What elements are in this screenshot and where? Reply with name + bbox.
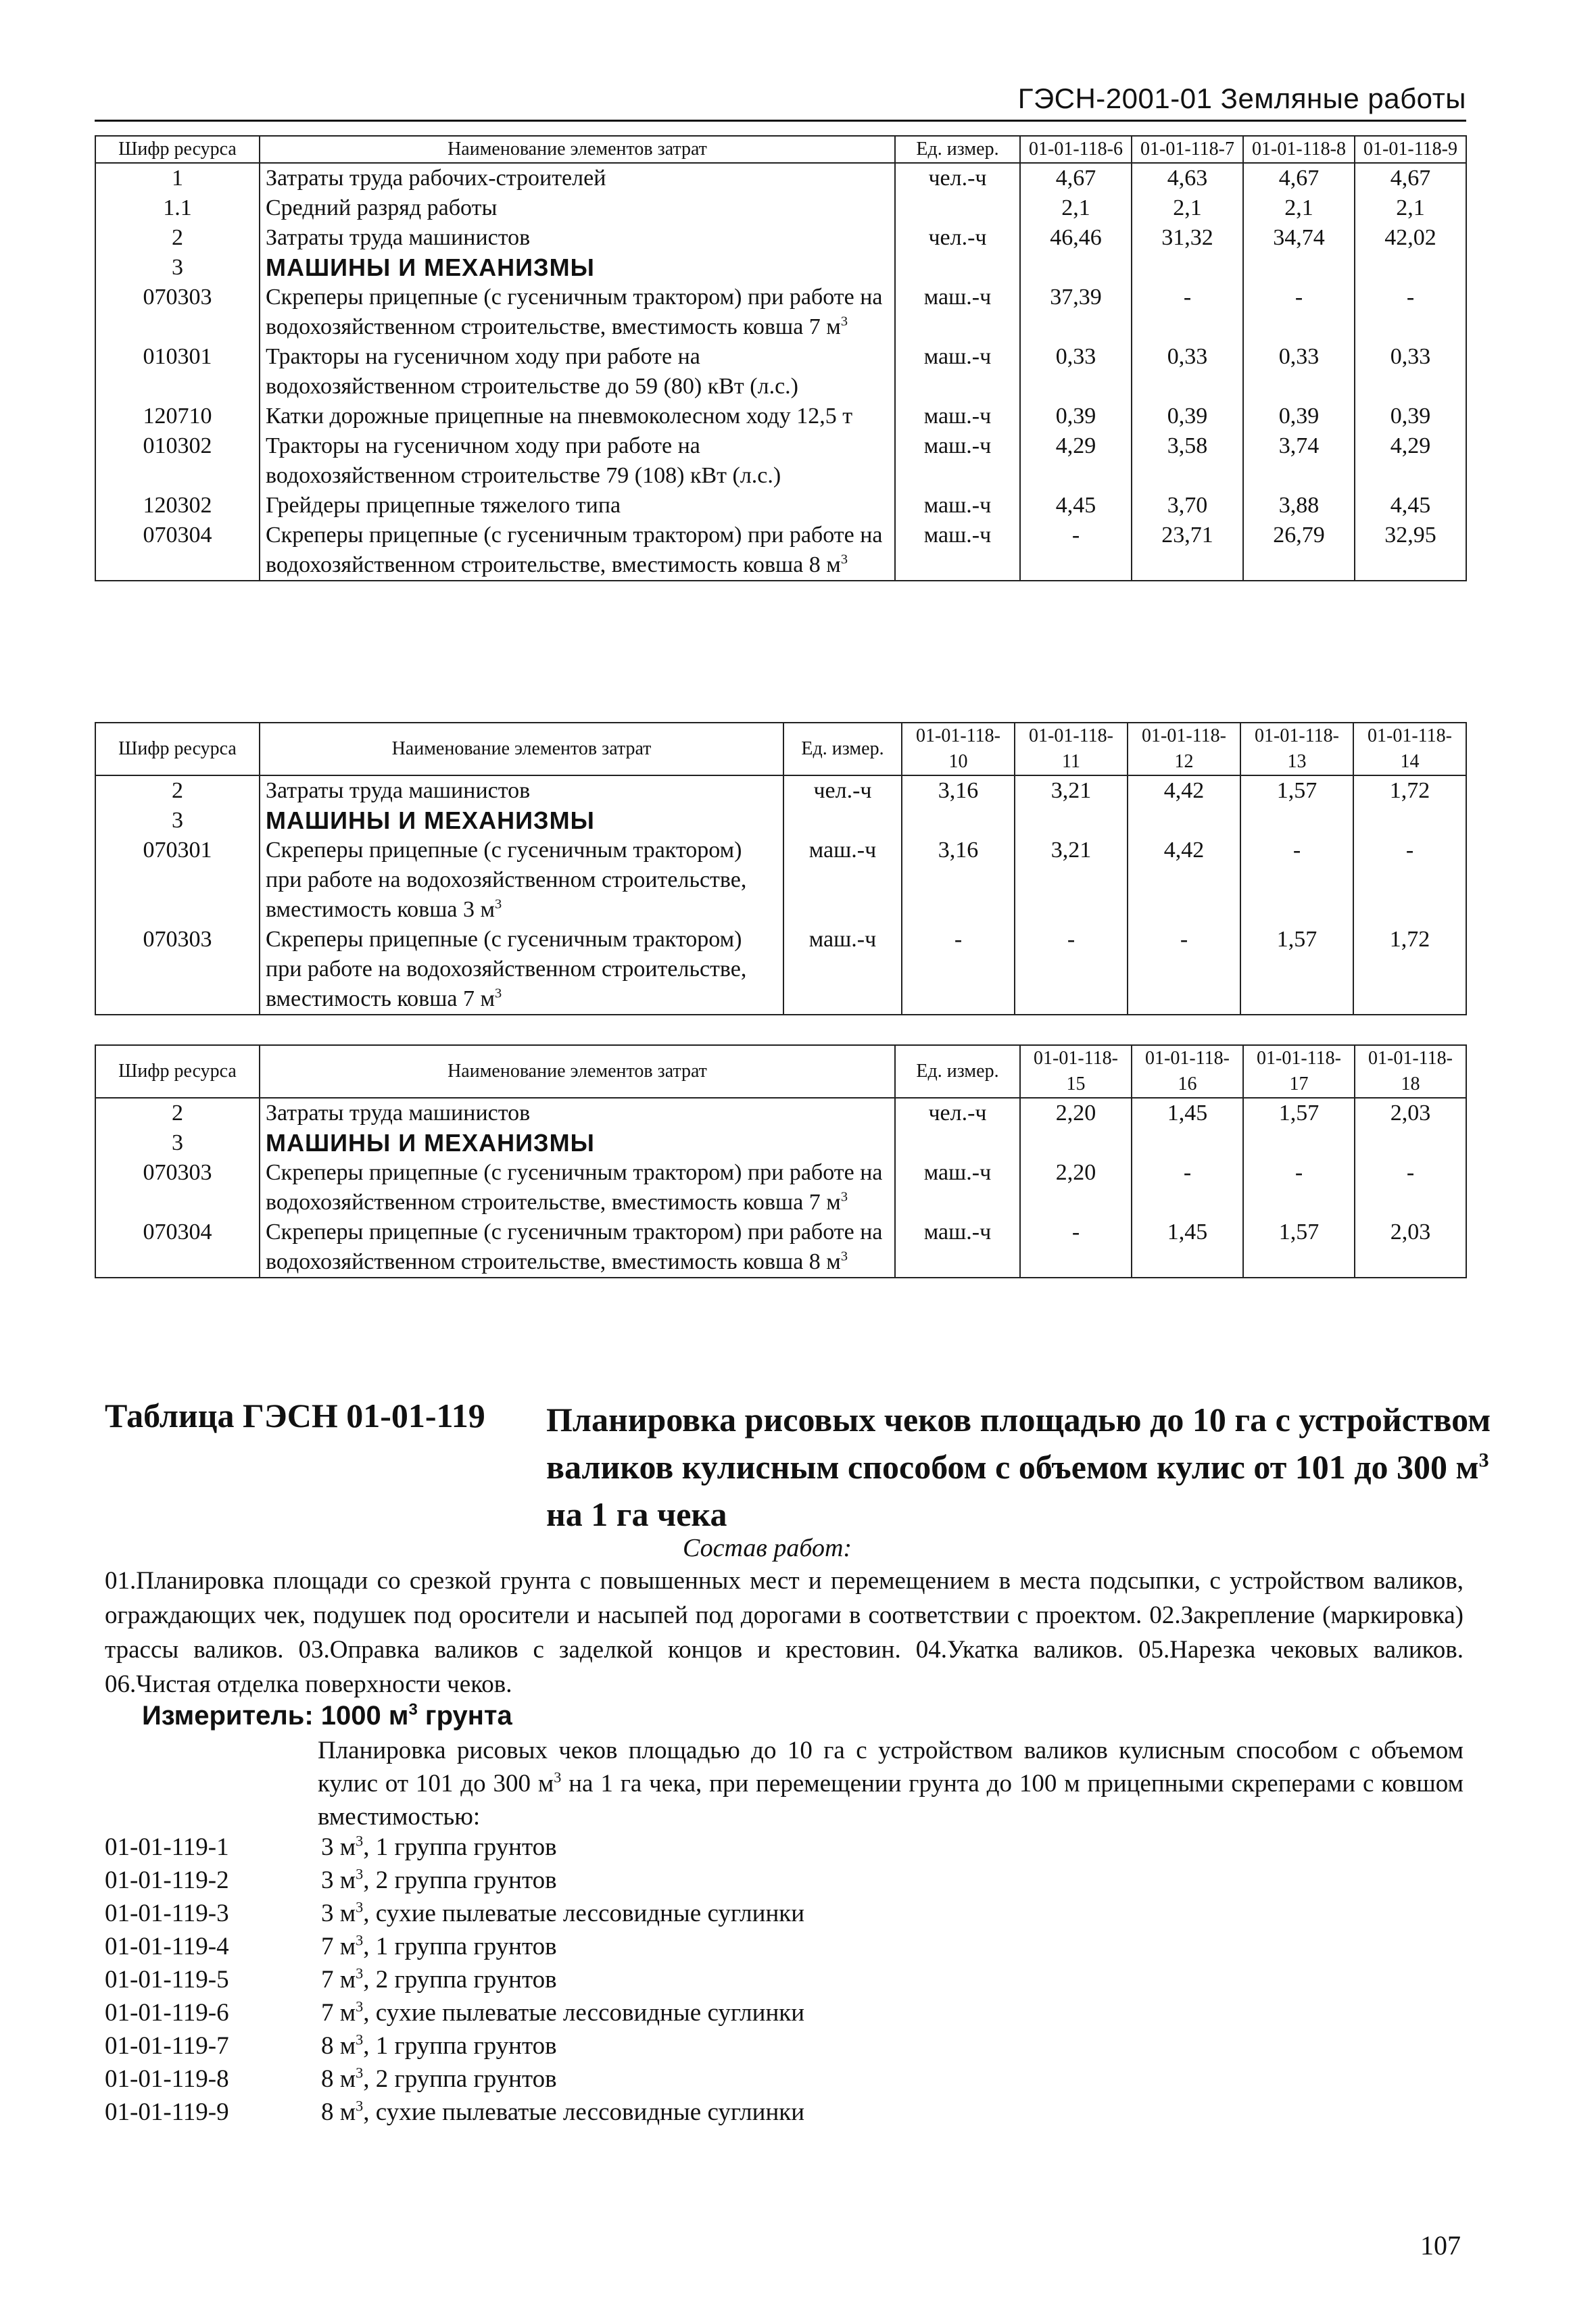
norm-value: 3,21 — [1015, 836, 1128, 925]
column-header: Ед. измер. — [895, 1045, 1020, 1098]
table-row — [95, 521, 1466, 581]
norm-value: - — [1132, 1158, 1243, 1217]
table-row — [95, 1098, 1466, 1128]
table-row — [95, 431, 1466, 491]
resource-name: Катки дорожные прицепные на пневмоколесном ходу 12,5 т — [260, 402, 895, 431]
norm-value — [1355, 253, 1466, 283]
norm-value: 4,29 — [1355, 431, 1466, 491]
resource-code: 120302 — [95, 491, 260, 521]
table-row — [95, 253, 1466, 283]
table-row — [95, 775, 1466, 806]
resource-code: 010302 — [95, 431, 260, 491]
column-header: Шифр ресурса — [95, 723, 260, 775]
norm-value: 2,1 — [1132, 193, 1243, 223]
norm-value — [1353, 806, 1466, 836]
resource-table-118-10-14 — [95, 722, 1467, 1015]
resource-name: Тракторы на гусеничном ходу при работе на водохозяйственном строительстве 79 (108) кВт (л.с.) — [260, 431, 895, 491]
resource-name: МАШИНЫ И МЕХАНИЗМЫ — [260, 1128, 895, 1158]
table-row — [95, 283, 1466, 342]
resource-code: 070303 — [95, 283, 260, 342]
resource-name: Скреперы прицепные (с гусеничным трактором) при работе на водохозяйственном строительстве, вместимость ковша 8 $м^3$ — [260, 1217, 895, 1278]
norm-value — [1240, 806, 1353, 836]
norm-code: 01-01-119-8 — [105, 2065, 229, 2093]
norm-value: 0,39 — [1243, 402, 1355, 431]
norm-value: 4,63 — [1132, 163, 1243, 193]
column-header: Наименование элементов затрат — [260, 723, 783, 775]
resource-code: 120710 — [95, 402, 260, 431]
resource-name: Скреперы прицепные (с гусеничным трактором) при работе на водохозяйственном строительстве, вместимость ковша 7 $м^3$ — [260, 283, 895, 342]
norm-text: 3 $м^3$, 2 группа грунтов — [321, 1865, 557, 1894]
norm-value: 4,45 — [1020, 491, 1132, 521]
norm-code: 01-01-119-6 — [105, 1999, 229, 2027]
norm-value: - — [1240, 836, 1353, 925]
column-header: Наименование элементов затрат — [260, 136, 895, 163]
norm-value: - — [1015, 925, 1128, 1015]
measure-unit: Измеритель: 1000 $м^3$ грунта — [142, 1700, 512, 1731]
unit-of-measure: маш.-ч — [895, 431, 1020, 491]
list-item — [105, 1963, 804, 1996]
resource-name: Средний разряд работы — [260, 193, 895, 223]
norm-value: 2,1 — [1020, 193, 1132, 223]
resource-code: 2 — [95, 775, 260, 806]
norm-value: 1,57 — [1240, 925, 1353, 1015]
resource-name: МАШИНЫ И МЕХАНИЗМЫ — [260, 806, 783, 836]
resource-code: 010301 — [95, 342, 260, 402]
table-row — [95, 1217, 1466, 1278]
resource-code: 3 — [95, 1128, 260, 1158]
norm-value — [902, 806, 1015, 836]
norm-value: - — [1243, 283, 1355, 342]
norm-code: 01-01-119-9 — [105, 2098, 229, 2126]
column-header: Шифр ресурса — [95, 1045, 260, 1098]
list-item — [105, 2096, 804, 2129]
norm-value: - — [1020, 521, 1132, 581]
norm-value — [1132, 1128, 1243, 1158]
resource-name: Скреперы прицепные (с гусеничным трактором) при работе на водохозяйственном строительстве, вместимость ковша 8 $м^3$ — [260, 521, 895, 581]
unit-of-measure: чел.-ч — [895, 223, 1020, 253]
column-header: 01-01-118-17 — [1243, 1045, 1355, 1098]
norm-value: 1,57 — [1240, 775, 1353, 806]
norm-value: 4,67 — [1243, 163, 1355, 193]
resource-name: Скреперы прицепные (с гусеничным трактором) при работе на водохозяйственном строительстве, вместимость ковша 7 $м^3$ — [260, 1158, 895, 1217]
column-header: Ед. измер. — [783, 723, 902, 775]
unit-of-measure: маш.-ч — [895, 283, 1020, 342]
norm-code: 01-01-119-4 — [105, 1933, 229, 1960]
resource-table-118-6-9 — [95, 135, 1467, 581]
norm-text: 8 $м^3$, 2 группа грунтов — [321, 2064, 557, 2093]
unit-of-measure: маш.-ч — [895, 1217, 1020, 1278]
norm-value: 1,45 — [1132, 1217, 1243, 1278]
unit-of-measure: маш.-ч — [895, 402, 1020, 431]
norm-value: 4,42 — [1128, 775, 1240, 806]
column-header: 01-01-118-14 — [1353, 723, 1466, 775]
page-number: 107 — [1420, 2230, 1461, 2261]
column-header: 01-01-118-6 — [1020, 136, 1132, 163]
table-row — [95, 163, 1466, 193]
table-row — [95, 1128, 1466, 1158]
norm-value: 2,20 — [1020, 1098, 1132, 1128]
table-code-caption: Таблица ГЭСН 01-01-119 — [105, 1397, 485, 1434]
list-item — [105, 2062, 804, 2096]
norm-value — [1020, 253, 1132, 283]
unit-of-measure — [783, 806, 902, 836]
resource-name: Затраты труда машинистов — [260, 1098, 895, 1128]
column-header: Ед. измер. — [895, 136, 1020, 163]
resource-code: 070304 — [95, 1217, 260, 1278]
norm-value: 3,21 — [1015, 775, 1128, 806]
resource-code: 3 — [95, 806, 260, 836]
table-row — [95, 925, 1466, 1015]
resource-code: 1.1 — [95, 193, 260, 223]
table-row — [95, 223, 1466, 253]
list-item — [105, 2029, 804, 2062]
table-row — [95, 491, 1466, 521]
column-header: 01-01-118-18 — [1355, 1045, 1466, 1098]
table-row — [95, 836, 1466, 925]
resource-code: 3 — [95, 253, 260, 283]
resource-name: Затраты труда машинистов — [260, 775, 783, 806]
norm-value — [1132, 253, 1243, 283]
norm-value: 0,33 — [1132, 342, 1243, 402]
resource-code: 2 — [95, 1098, 260, 1128]
norm-value: - — [1353, 836, 1466, 925]
norm-value: 2,20 — [1020, 1158, 1132, 1217]
norm-value: 4,45 — [1355, 491, 1466, 521]
resource-name: Затраты труда машинистов — [260, 223, 895, 253]
column-header: 01-01-118-7 — [1132, 136, 1243, 163]
norm-code: 01-01-119-3 — [105, 1900, 229, 1927]
norm-text: 3 $м^3$, сухие пылеватые лессовидные суглинки — [321, 1898, 805, 1927]
norm-value: 3,58 — [1132, 431, 1243, 491]
work-composition-heading: Состав работ: — [683, 1534, 852, 1562]
norm-value: 2,1 — [1355, 193, 1466, 223]
resource-code: 2 — [95, 223, 260, 253]
work-composition-text: 01.Планировка площади со срезкой грунта с повышенных мест и перемещением в места подсыпки, с устройством валиков, ограждающих чек, подушек под оросители и насыпей под дорогами в соответствии с проектом. 02.Закрепление (маркировка) трассы валиков. 03.Оправка валиков с заделкой концов и крестовин. 04.Укатка валиков. 05.Нарезка чековых валиков. 06.Чистая отделка поверхности чеков. — [105, 1567, 1464, 1698]
column-header: 01-01-118-9 — [1355, 136, 1466, 163]
page-header-title: ГЭСН-2001-01 Земляные работы — [1017, 82, 1466, 114]
norm-value: 31,32 — [1132, 223, 1243, 253]
unit-of-measure: маш.-ч — [895, 342, 1020, 402]
column-header: 01-01-118-8 — [1243, 136, 1355, 163]
table-title-caption: Планировка рисовых чеков площадью до 10 га с устройством валиков кулисным способом с объемом кулис от 101 до 300 $м^3$ на 1 га чека — [546, 1401, 1491, 1533]
norm-value: 23,71 — [1132, 521, 1243, 581]
norm-value: - — [1243, 1158, 1355, 1217]
norm-value: - — [1132, 283, 1243, 342]
unit-of-measure — [895, 253, 1020, 283]
column-header: 01-01-118-11 — [1015, 723, 1128, 775]
norm-value: 4,42 — [1128, 836, 1240, 925]
resource-name: Тракторы на гусеничном ходу при работе на водохозяйственном строительстве до 59 (80) кВт (л.с.) — [260, 342, 895, 402]
norm-text: 3 $м^3$, 1 группа грунтов — [321, 1832, 557, 1861]
norm-value: 4,67 — [1020, 163, 1132, 193]
column-header: 01-01-118-16 — [1132, 1045, 1243, 1098]
norm-value — [1128, 806, 1240, 836]
resource-code: 1 — [95, 163, 260, 193]
table-row — [95, 806, 1466, 836]
norm-value: 1,57 — [1243, 1098, 1355, 1128]
resource-name: Затраты труда рабочих-строителей — [260, 163, 895, 193]
resource-name: МАШИНЫ И МЕХАНИЗМЫ — [260, 253, 895, 283]
norm-value: 26,79 — [1243, 521, 1355, 581]
column-header: Наименование элементов затрат — [260, 1045, 895, 1098]
norm-value — [1015, 806, 1128, 836]
resource-name: Скреперы прицепные (с гусеничным трактором) при работе на водохозяйственном строительстве, вместимость ковша 3 $м^3$ — [260, 836, 783, 925]
list-item — [105, 1864, 804, 1897]
norm-code: 01-01-119-7 — [105, 2032, 229, 2060]
column-header: 01-01-118-12 — [1128, 723, 1240, 775]
norm-text: 7 $м^3$, 1 группа грунтов — [321, 1931, 557, 1960]
norm-value: 3,16 — [902, 775, 1015, 806]
resource-code: 070301 — [95, 836, 260, 925]
norm-value: 0,33 — [1020, 342, 1132, 402]
column-header: 01-01-118-15 — [1020, 1045, 1132, 1098]
norm-code: 01-01-119-2 — [105, 1866, 229, 1894]
norm-value: 2,03 — [1355, 1098, 1466, 1128]
norm-value: 2,1 — [1243, 193, 1355, 223]
resource-name: Скреперы прицепные (с гусеничным трактором) при работе на водохозяйственном строительстве, вместимость ковша 7 $м^3$ — [260, 925, 783, 1015]
norm-value: 3,88 — [1243, 491, 1355, 521]
norm-value: 1,45 — [1132, 1098, 1243, 1128]
resource-code: 070303 — [95, 925, 260, 1015]
norm-value — [1243, 253, 1355, 283]
column-header: Шифр ресурса — [95, 136, 260, 163]
norm-value: 32,95 — [1355, 521, 1466, 581]
unit-of-measure: чел.-ч — [895, 1098, 1020, 1128]
header-rule — [95, 120, 1466, 122]
unit-of-measure: маш.-ч — [895, 521, 1020, 581]
norm-value: 0,33 — [1243, 342, 1355, 402]
column-header: 01-01-118-13 — [1240, 723, 1353, 775]
unit-of-measure: чел.-ч — [895, 163, 1020, 193]
norm-value: 0,39 — [1355, 402, 1466, 431]
column-header: 01-01-118-10 — [902, 723, 1015, 775]
norm-value — [1020, 1128, 1132, 1158]
unit-of-measure: маш.-ч — [895, 1158, 1020, 1217]
table-row — [95, 1158, 1466, 1217]
norm-value: 42,02 — [1355, 223, 1466, 253]
norm-text: 8 $м^3$, сухие пылеватые лессовидные суглинки — [321, 2097, 805, 2126]
table-row — [95, 402, 1466, 431]
norm-description: Планировка рисовых чеков площадью до 10 га с устройством валиков кулисным способом с объемом кулис от 101 до 300 $м^3$ на 1 га чека, при перемещении грунта до 100 м прицепными скреперами с ковшом вместимостью: — [318, 1737, 1464, 1831]
norm-code: 01-01-119-5 — [105, 1966, 229, 1994]
norm-value: 4,29 — [1020, 431, 1132, 491]
table-row — [95, 193, 1466, 223]
norm-value: 0,39 — [1132, 402, 1243, 431]
resource-code: 070304 — [95, 521, 260, 581]
unit-of-measure: чел.-ч — [783, 775, 902, 806]
norm-value: - — [1355, 1158, 1466, 1217]
norm-value: 3,16 — [902, 836, 1015, 925]
norm-value: - — [1020, 1217, 1132, 1278]
norm-value: 1,57 — [1243, 1217, 1355, 1278]
table-row — [95, 342, 1466, 402]
norm-value: 0,33 — [1355, 342, 1466, 402]
unit-of-measure — [895, 1128, 1020, 1158]
norm-text: 7 $м^3$, 2 группа грунтов — [321, 1964, 557, 1994]
list-item — [105, 1897, 804, 1930]
norm-value — [1243, 1128, 1355, 1158]
resource-name: Грейдеры прицепные тяжелого типа — [260, 491, 895, 521]
unit-of-measure — [895, 193, 1020, 223]
list-item — [105, 1831, 804, 1864]
norm-text: 7 $м^3$, сухие пылеватые лессовидные суглинки — [321, 1998, 805, 2027]
norm-value: - — [1355, 283, 1466, 342]
norm-value: 37,39 — [1020, 283, 1132, 342]
norm-value: 34,74 — [1243, 223, 1355, 253]
norm-items-list — [105, 1831, 804, 2129]
unit-of-measure: маш.-ч — [783, 925, 902, 1015]
norm-value: 1,72 — [1353, 925, 1466, 1015]
norm-code: 01-01-119-1 — [105, 1833, 229, 1861]
unit-of-measure: маш.-ч — [895, 491, 1020, 521]
list-item — [105, 1996, 804, 2029]
norm-value: 0,39 — [1020, 402, 1132, 431]
norm-value: - — [902, 925, 1015, 1015]
norm-value: 3,70 — [1132, 491, 1243, 521]
resource-code: 070303 — [95, 1158, 260, 1217]
norm-value: 3,74 — [1243, 431, 1355, 491]
list-item — [105, 1930, 804, 1963]
norm-value: 2,03 — [1355, 1217, 1466, 1278]
norm-value: 46,46 — [1020, 223, 1132, 253]
norm-value: - — [1128, 925, 1240, 1015]
unit-of-measure: маш.-ч — [783, 836, 902, 925]
norm-text: 8 $м^3$, 1 группа грунтов — [321, 2031, 557, 2060]
resource-table-118-15-18 — [95, 1044, 1467, 1278]
norm-value: 4,67 — [1355, 163, 1466, 193]
norm-value: 1,72 — [1353, 775, 1466, 806]
norm-value — [1355, 1128, 1466, 1158]
